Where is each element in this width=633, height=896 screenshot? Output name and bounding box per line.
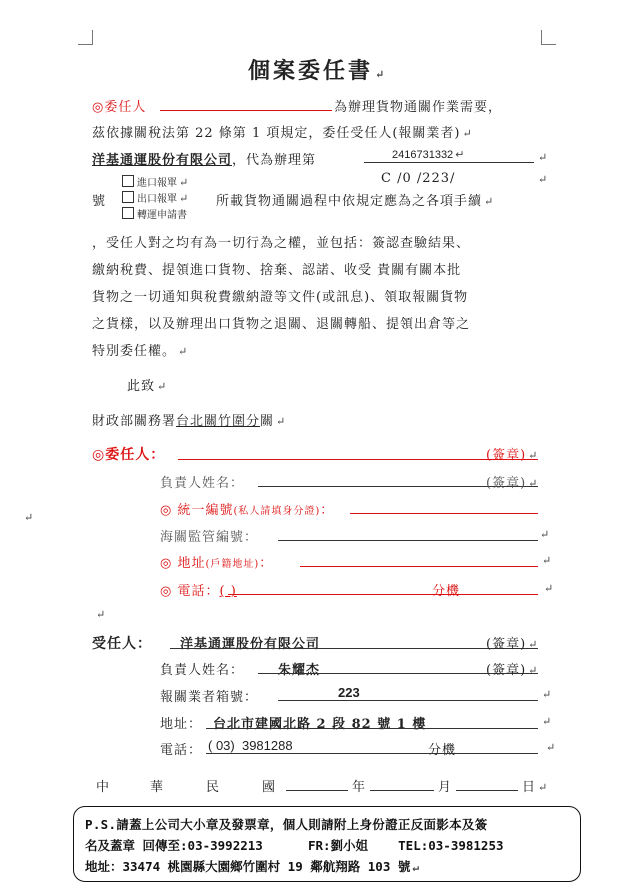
- checkbox-export[interactable]: 出口報單 ↵: [122, 191, 188, 207]
- ps-line-2: 名及蓋章 回傳至:03-3992213 FR:劉小姐 TEL:03-3981253: [85, 838, 504, 853]
- year-line[interactable]: [286, 790, 348, 791]
- agent-broker-no: 223: [338, 685, 360, 700]
- declaration-number[interactable]: 2416731332 ↵: [392, 149, 465, 161]
- checkbox-icon[interactable]: [122, 207, 134, 219]
- month-line[interactable]: [370, 790, 434, 791]
- agent-address-line: [206, 728, 538, 729]
- para-body-line: 貨物之一切通知與稅費繳納證等文件(或訊息)、領取報關貨物: [92, 290, 469, 305]
- principal-uid-label: ◎ 統一編號(私人請填身分證)：: [160, 503, 335, 518]
- agent-responsible-label: 負責人姓名：: [160, 663, 245, 678]
- para-body-line: 繳納稅費、提領進口貨物、捨棄、認諾、收受 貴關有關本批: [92, 263, 462, 278]
- para-line-4: 所載貨物通關過程中依規定應為之各項手續 ↵: [216, 194, 495, 209]
- agent-phone-line: [206, 753, 538, 754]
- para-body-line: ，受任人對之均有為一切行為之權，並包括：簽認查驗結果、: [92, 236, 471, 251]
- document-title: 個案委任書 ↵: [248, 58, 388, 84]
- principal-customs-line[interactable]: [278, 540, 538, 541]
- principal-phone-line[interactable]: [228, 594, 538, 595]
- principal-signature-line[interactable]: [178, 459, 538, 460]
- checkbox-icon[interactable]: [122, 191, 134, 203]
- para-body-line: 之貨樣，以及辦理出口貨物之退關、退關轉船、提領出倉等之: [92, 317, 471, 332]
- principal-customs-label: 海關監管編號：: [160, 530, 259, 545]
- checkbox-icon[interactable]: [122, 175, 134, 187]
- principal-sign-mark: (簽章) ↵: [486, 448, 539, 463]
- principal-label: ◎委任人：: [92, 447, 166, 463]
- agent-address-label: 地址：: [160, 717, 203, 732]
- edge-return-mark: ↵: [24, 511, 34, 524]
- ps-line-1: P.S.請蓋上公司大小章及發票章，個人則請附上身份證正反面影本及簽: [85, 817, 488, 832]
- hao-label: 號: [92, 194, 107, 209]
- para-body-line: 特別委任權。 ↵: [92, 344, 189, 359]
- agent-phone: ( 03) 3981288: [208, 738, 293, 753]
- addressee: 財政部關務署台北關竹圍分關 ↵: [92, 414, 287, 429]
- principal-phone-label: ◎ 電話：( ): [160, 584, 237, 599]
- corner-mark-top-left: [78, 30, 93, 45]
- year-label: 年: [352, 780, 367, 795]
- principal-responsible-label: 負責人姓名：: [160, 476, 245, 491]
- para-line-3: 洋基通運股份有限公司，代為辦理第: [92, 153, 317, 168]
- para-return-mark: ↵: [542, 715, 552, 728]
- ps-line-3: 地址：33474 桃園縣大園鄉竹圍村 19 鄰航翔路 103 號 ↵: [85, 859, 420, 874]
- principal-phone-ext: 分機: [432, 584, 461, 599]
- principal-inline-label: ◎委任人: [92, 100, 147, 115]
- date-char-4: 國: [262, 780, 277, 795]
- para-return-mark: ↵: [542, 688, 552, 701]
- para-return-mark: ↵: [538, 151, 548, 164]
- para-return-mark: ↵: [96, 608, 106, 621]
- agent-responsible-sign: (簽章) ↵: [486, 663, 539, 678]
- principal-address-line[interactable]: [300, 566, 538, 567]
- principal-inline-blank[interactable]: [160, 110, 332, 111]
- declaration-number-line: [364, 162, 534, 163]
- day-label: 日 ↵: [522, 780, 549, 795]
- declaration-code: C /0 /223/: [381, 171, 456, 186]
- agent-broker-line: [278, 700, 538, 701]
- para-return-mark: ↵: [540, 528, 550, 541]
- checkbox-transship[interactable]: 轉運申請書: [122, 207, 188, 223]
- agent-name: 洋基通運股份有限公司: [180, 637, 321, 652]
- para-return-mark: ↵: [544, 582, 554, 595]
- closing-text: 此致 ↵: [127, 379, 168, 394]
- para-return-mark: ↵: [546, 741, 556, 754]
- checkbox-import[interactable]: 進口報單 ↵: [122, 175, 188, 191]
- agent-name-inline: 洋基通運股份有限公司: [92, 153, 233, 168]
- corner-mark-top-right: [541, 30, 556, 45]
- agent-name-line: [170, 648, 538, 649]
- agent-responsible-name: 朱耀杰: [278, 663, 321, 678]
- para-line-2: 茲依據關稅法第 22 條第 1 項規定，委任受任人(報關業者) ↵: [92, 126, 473, 141]
- date-char-1: 中: [96, 780, 111, 795]
- date-char-3: 民: [206, 780, 221, 795]
- principal-responsible-sign: (簽章) ↵: [486, 476, 539, 491]
- checkbox-group: [122, 175, 188, 223]
- agent-sign: (簽章) ↵: [486, 637, 539, 652]
- agent-address: 台北市建國北路 2 段 82 號 1 樓: [213, 717, 427, 732]
- date-char-2: 華: [150, 780, 165, 795]
- agent-phone-ext: 分機: [428, 743, 457, 758]
- month-label: 月: [438, 780, 453, 795]
- principal-uid-line[interactable]: [350, 513, 538, 514]
- para-return-mark: ↵: [542, 554, 552, 567]
- para-return-mark: ↵: [538, 173, 548, 186]
- agent-label: 受任人：: [92, 636, 152, 652]
- day-line[interactable]: [456, 790, 518, 791]
- para-line-1: 為辦理貨物通關作業需要，: [334, 100, 503, 115]
- principal-address-label: ◎ 地址(戶籍地址)：: [160, 556, 274, 571]
- agent-phone-label: 電話：: [160, 743, 203, 758]
- agent-broker-label: 報關業者箱號：: [160, 690, 259, 705]
